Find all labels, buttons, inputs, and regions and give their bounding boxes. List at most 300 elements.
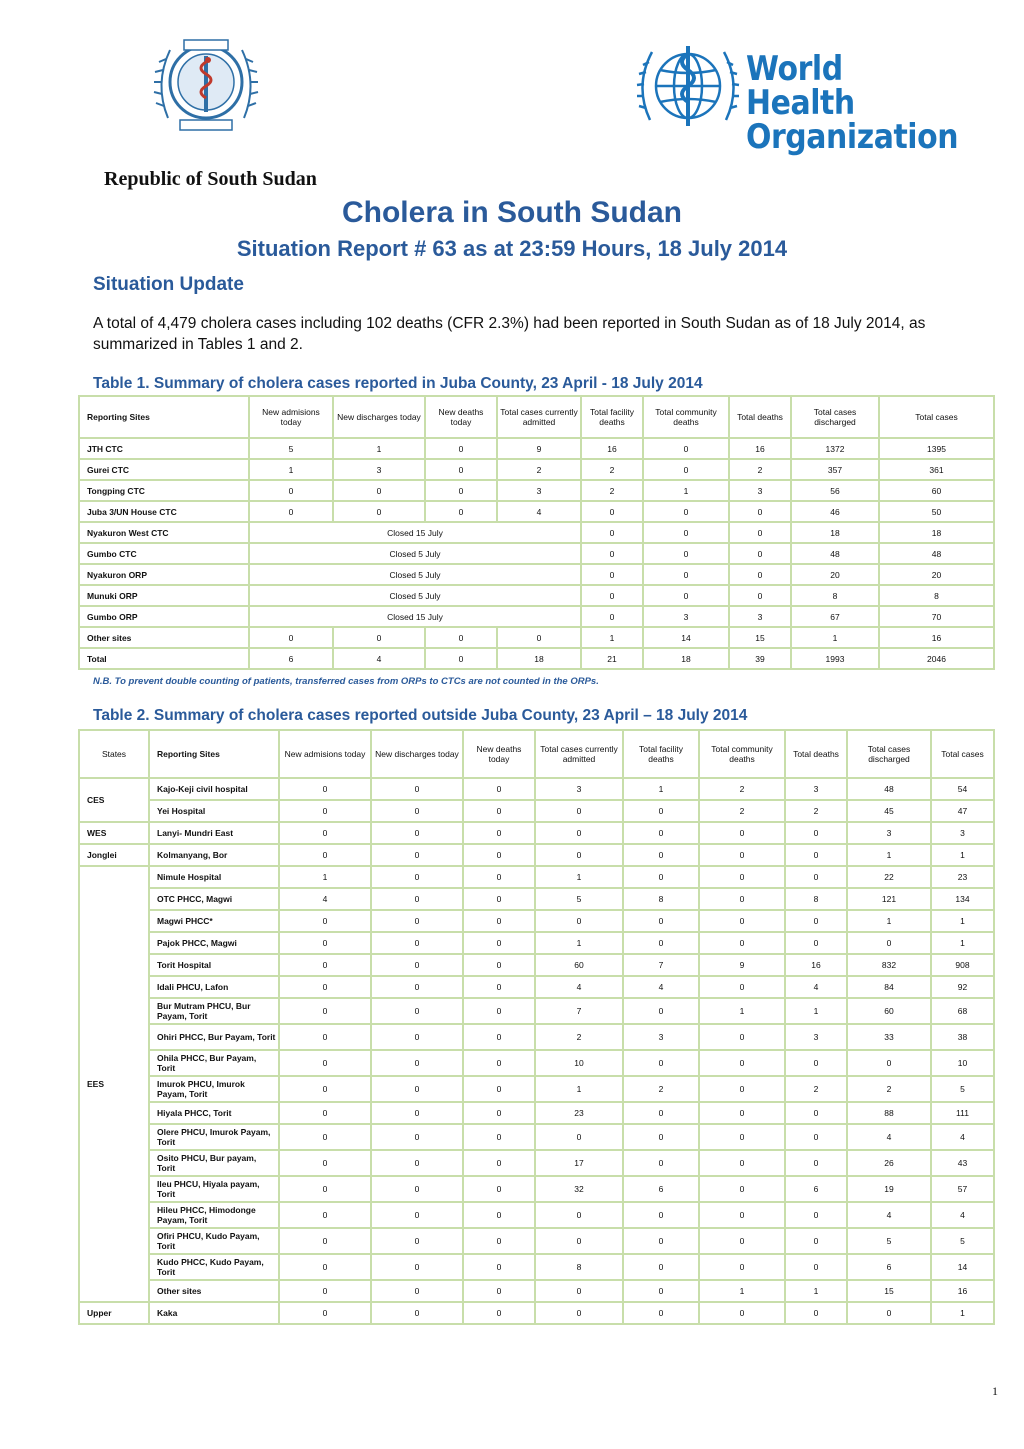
value-cell: 0 bbox=[279, 1202, 371, 1228]
value-cell: 0 bbox=[699, 1254, 785, 1280]
value-cell: 0 bbox=[643, 501, 729, 522]
site-name-cell: Total bbox=[79, 648, 249, 669]
value-cell: 0 bbox=[623, 932, 699, 954]
value-cell: 0 bbox=[249, 501, 333, 522]
value-cell: 0 bbox=[279, 1176, 371, 1202]
value-cell: 0 bbox=[371, 1280, 463, 1302]
value-cell: 0 bbox=[785, 1202, 847, 1228]
value-cell: 0 bbox=[581, 564, 643, 585]
value-cell: 0 bbox=[785, 1228, 847, 1254]
value-cell: 22 bbox=[847, 866, 931, 888]
value-cell: 1372 bbox=[791, 438, 879, 459]
site-name-cell: Other sites bbox=[79, 627, 249, 648]
table-row bbox=[79, 910, 994, 932]
table-row bbox=[79, 1202, 994, 1228]
value-cell: 0 bbox=[497, 627, 581, 648]
value-cell: 0 bbox=[425, 501, 497, 522]
value-cell: 3 bbox=[333, 459, 425, 480]
site-name-cell: Other sites bbox=[149, 1280, 279, 1302]
value-cell: 0 bbox=[371, 910, 463, 932]
value-cell: 0 bbox=[729, 501, 791, 522]
value-cell: 0 bbox=[623, 1102, 699, 1124]
value-cell: 0 bbox=[463, 1228, 535, 1254]
value-cell: 60 bbox=[535, 954, 623, 976]
value-cell: 1 bbox=[535, 1076, 623, 1102]
value-cell: 0 bbox=[279, 954, 371, 976]
value-cell: 4 bbox=[847, 1124, 931, 1150]
value-cell: 0 bbox=[699, 1202, 785, 1228]
value-cell: 0 bbox=[425, 438, 497, 459]
value-cell: 0 bbox=[729, 564, 791, 585]
value-cell: 48 bbox=[847, 778, 931, 800]
value-cell: 4 bbox=[931, 1124, 994, 1150]
table-row bbox=[79, 648, 994, 669]
value-cell: 0 bbox=[463, 822, 535, 844]
table1-note: N.B. To prevent double counting of patients, transferred cases from ORPs to CTCs are not counted in the ORPs. bbox=[93, 676, 599, 687]
table-row bbox=[79, 866, 994, 888]
value-cell: 5 bbox=[847, 1228, 931, 1254]
table-row bbox=[79, 888, 994, 910]
closed-status-cell: Closed 5 July bbox=[249, 543, 581, 564]
value-cell: 15 bbox=[847, 1280, 931, 1302]
value-cell: 0 bbox=[785, 1254, 847, 1280]
value-cell: 84 bbox=[847, 976, 931, 998]
value-cell: 4 bbox=[931, 1202, 994, 1228]
value-cell: 0 bbox=[371, 998, 463, 1024]
value-cell: 134 bbox=[931, 888, 994, 910]
value-cell: 16 bbox=[879, 627, 994, 648]
site-name-cell: Osito PHCU, Bur payam, Torit bbox=[149, 1150, 279, 1176]
table1 bbox=[78, 395, 995, 670]
value-cell: 0 bbox=[463, 800, 535, 822]
who-logo bbox=[636, 40, 959, 157]
value-cell: 1 bbox=[535, 932, 623, 954]
value-cell: 47 bbox=[931, 800, 994, 822]
value-cell: 56 bbox=[791, 480, 879, 501]
value-cell: 0 bbox=[463, 1076, 535, 1102]
value-cell: 4 bbox=[847, 1202, 931, 1228]
value-cell: 0 bbox=[699, 1024, 785, 1050]
section-heading: Situation Update bbox=[93, 274, 244, 295]
value-cell: 0 bbox=[699, 1228, 785, 1254]
site-name-cell: Nyakuron ORP bbox=[79, 564, 249, 585]
table-row bbox=[79, 543, 994, 564]
table2-header-cell: Total cases discharged bbox=[847, 730, 931, 778]
value-cell: 0 bbox=[581, 522, 643, 543]
value-cell: 0 bbox=[643, 522, 729, 543]
value-cell: 0 bbox=[279, 844, 371, 866]
value-cell: 0 bbox=[785, 910, 847, 932]
value-cell: 0 bbox=[623, 1254, 699, 1280]
value-cell: 0 bbox=[699, 932, 785, 954]
value-cell: 0 bbox=[371, 1050, 463, 1076]
value-cell: 10 bbox=[931, 1050, 994, 1076]
value-cell: 0 bbox=[425, 480, 497, 501]
table2-header-cell: New admisions today bbox=[279, 730, 371, 778]
value-cell: 0 bbox=[371, 1076, 463, 1102]
value-cell: 2046 bbox=[879, 648, 994, 669]
table-row bbox=[79, 480, 994, 501]
table-row bbox=[79, 844, 994, 866]
value-cell: 0 bbox=[463, 866, 535, 888]
value-cell: 0 bbox=[463, 1024, 535, 1050]
value-cell: 0 bbox=[535, 800, 623, 822]
value-cell: 0 bbox=[847, 1302, 931, 1324]
value-cell: 1 bbox=[931, 844, 994, 866]
value-cell: 1 bbox=[847, 844, 931, 866]
value-cell: 2 bbox=[699, 778, 785, 800]
value-cell: 2 bbox=[581, 459, 643, 480]
table1-header-cell: Total cases discharged bbox=[791, 396, 879, 438]
table1-header-cell: New admisions today bbox=[249, 396, 333, 438]
site-name-cell: Magwi PHCC* bbox=[149, 910, 279, 932]
value-cell: 1 bbox=[791, 627, 879, 648]
value-cell: 0 bbox=[623, 1150, 699, 1176]
site-name-cell: Idali PHCU, Lafon bbox=[149, 976, 279, 998]
state-cell: Upper bbox=[79, 1302, 149, 1324]
value-cell: 48 bbox=[879, 543, 994, 564]
value-cell: 1 bbox=[581, 627, 643, 648]
value-cell: 0 bbox=[623, 1228, 699, 1254]
value-cell: 0 bbox=[371, 1176, 463, 1202]
value-cell: 0 bbox=[279, 1076, 371, 1102]
value-cell: 0 bbox=[279, 1228, 371, 1254]
value-cell: 4 bbox=[497, 501, 581, 522]
value-cell: 0 bbox=[463, 976, 535, 998]
value-cell: 357 bbox=[791, 459, 879, 480]
value-cell: 3 bbox=[785, 778, 847, 800]
value-cell: 21 bbox=[581, 648, 643, 669]
value-cell: 39 bbox=[729, 648, 791, 669]
value-cell: 8 bbox=[879, 585, 994, 606]
value-cell: 2 bbox=[847, 1076, 931, 1102]
table-row bbox=[79, 976, 994, 998]
site-name-cell: Kudo PHCC, Kudo Payam, Torit bbox=[149, 1254, 279, 1280]
value-cell: 111 bbox=[931, 1102, 994, 1124]
site-name-cell: Gumbo CTC bbox=[79, 543, 249, 564]
value-cell: 5 bbox=[931, 1228, 994, 1254]
value-cell: 1 bbox=[785, 998, 847, 1024]
table-row bbox=[79, 932, 994, 954]
value-cell: 5 bbox=[931, 1076, 994, 1102]
value-cell: 0 bbox=[463, 1050, 535, 1076]
table2-header-cell: Total cases bbox=[931, 730, 994, 778]
value-cell: 0 bbox=[371, 888, 463, 910]
table-row bbox=[79, 1102, 994, 1124]
table-row bbox=[79, 998, 994, 1024]
value-cell: 38 bbox=[931, 1024, 994, 1050]
value-cell: 18 bbox=[791, 522, 879, 543]
value-cell: 0 bbox=[279, 998, 371, 1024]
value-cell: 18 bbox=[497, 648, 581, 669]
value-cell: 0 bbox=[535, 1124, 623, 1150]
value-cell: 60 bbox=[847, 998, 931, 1024]
site-name-cell: Torit Hospital bbox=[149, 954, 279, 976]
value-cell: 23 bbox=[535, 1102, 623, 1124]
value-cell: 1 bbox=[623, 778, 699, 800]
site-name-cell: Bur Mutram PHCU, Bur Payam, Torit bbox=[149, 998, 279, 1024]
value-cell: 3 bbox=[497, 480, 581, 501]
value-cell: 16 bbox=[785, 954, 847, 976]
site-name-cell: Juba 3/UN House CTC bbox=[79, 501, 249, 522]
value-cell: 121 bbox=[847, 888, 931, 910]
value-cell: 0 bbox=[643, 543, 729, 564]
value-cell: 0 bbox=[785, 866, 847, 888]
value-cell: 0 bbox=[371, 778, 463, 800]
closed-status-cell: Closed 5 July bbox=[249, 585, 581, 606]
value-cell: 0 bbox=[699, 1176, 785, 1202]
value-cell: 88 bbox=[847, 1102, 931, 1124]
table-row bbox=[79, 606, 994, 627]
value-cell: 0 bbox=[463, 1124, 535, 1150]
table1-header-cell: Total facility deaths bbox=[581, 396, 643, 438]
value-cell: 2 bbox=[785, 800, 847, 822]
state-cell: CES bbox=[79, 778, 149, 822]
table2 bbox=[78, 729, 995, 1325]
table-row bbox=[79, 1176, 994, 1202]
site-name-cell: Yei Hospital bbox=[149, 800, 279, 822]
value-cell: 0 bbox=[643, 585, 729, 606]
table-row bbox=[79, 1024, 994, 1050]
value-cell: 0 bbox=[623, 1302, 699, 1324]
value-cell: 0 bbox=[699, 1150, 785, 1176]
who-emblem-icon bbox=[636, 40, 740, 134]
value-cell: 1 bbox=[699, 998, 785, 1024]
value-cell: 9 bbox=[699, 954, 785, 976]
who-name-line2: Organization bbox=[746, 117, 959, 157]
value-cell: 908 bbox=[931, 954, 994, 976]
table-row bbox=[79, 501, 994, 522]
value-cell: 0 bbox=[425, 627, 497, 648]
table1-header-cell: Total cases currently admitted bbox=[497, 396, 581, 438]
value-cell: 0 bbox=[279, 976, 371, 998]
value-cell: 0 bbox=[279, 1280, 371, 1302]
who-name-line1: World Health bbox=[746, 49, 855, 123]
value-cell: 3 bbox=[729, 606, 791, 627]
value-cell: 0 bbox=[729, 585, 791, 606]
value-cell: 0 bbox=[535, 1228, 623, 1254]
value-cell: 0 bbox=[279, 910, 371, 932]
value-cell: 3 bbox=[847, 822, 931, 844]
value-cell: 0 bbox=[581, 606, 643, 627]
value-cell: 0 bbox=[371, 1102, 463, 1124]
value-cell: 1993 bbox=[791, 648, 879, 669]
value-cell: 2 bbox=[497, 459, 581, 480]
value-cell: 0 bbox=[623, 910, 699, 932]
value-cell: 0 bbox=[699, 822, 785, 844]
value-cell: 0 bbox=[785, 1150, 847, 1176]
value-cell: 92 bbox=[931, 976, 994, 998]
table-row bbox=[79, 822, 994, 844]
value-cell: 0 bbox=[279, 1150, 371, 1176]
value-cell: 0 bbox=[535, 1302, 623, 1324]
value-cell: 0 bbox=[371, 954, 463, 976]
value-cell: 0 bbox=[463, 910, 535, 932]
value-cell: 0 bbox=[699, 976, 785, 998]
situation-paragraph: A total of 4,479 cholera cases including 102 deaths (CFR 2.3%) had been reported in South Sudan as of 18 July 2014, as summarized in Tables 1 and 2. bbox=[93, 315, 926, 353]
value-cell: 0 bbox=[371, 800, 463, 822]
value-cell: 2 bbox=[699, 800, 785, 822]
value-cell: 0 bbox=[333, 627, 425, 648]
value-cell: 0 bbox=[623, 800, 699, 822]
value-cell: 0 bbox=[279, 800, 371, 822]
page-number: 1 bbox=[992, 1384, 998, 1398]
value-cell: 0 bbox=[425, 648, 497, 669]
table1-header-cell: Reporting Sites bbox=[79, 396, 249, 438]
value-cell: 0 bbox=[581, 585, 643, 606]
value-cell: 33 bbox=[847, 1024, 931, 1050]
table1-header-cell: New deaths today bbox=[425, 396, 497, 438]
table2-header-cell: New discharges today bbox=[371, 730, 463, 778]
report-title: Cholera in South Sudan bbox=[341, 196, 682, 229]
value-cell: 0 bbox=[371, 932, 463, 954]
table-row bbox=[79, 1076, 994, 1102]
value-cell: 1 bbox=[699, 1280, 785, 1302]
table-row bbox=[79, 954, 994, 976]
value-cell: 1395 bbox=[879, 438, 994, 459]
site-name-cell: Ohiri PHCC, Bur Payam, Torit bbox=[149, 1024, 279, 1050]
value-cell: 2 bbox=[729, 459, 791, 480]
value-cell: 0 bbox=[699, 888, 785, 910]
value-cell: 0 bbox=[371, 1302, 463, 1324]
value-cell: 1 bbox=[535, 866, 623, 888]
value-cell: 0 bbox=[623, 822, 699, 844]
value-cell: 0 bbox=[785, 932, 847, 954]
value-cell: 2 bbox=[581, 480, 643, 501]
value-cell: 0 bbox=[279, 932, 371, 954]
value-cell: 18 bbox=[879, 522, 994, 543]
value-cell: 0 bbox=[699, 910, 785, 932]
value-cell: 0 bbox=[699, 1102, 785, 1124]
value-cell: 0 bbox=[785, 822, 847, 844]
value-cell: 8 bbox=[791, 585, 879, 606]
value-cell: 0 bbox=[371, 1024, 463, 1050]
value-cell: 1 bbox=[279, 866, 371, 888]
table-row bbox=[79, 1302, 994, 1324]
value-cell: 3 bbox=[785, 1024, 847, 1050]
value-cell: 0 bbox=[581, 501, 643, 522]
value-cell: 0 bbox=[729, 543, 791, 564]
site-name-cell: JTH CTC bbox=[79, 438, 249, 459]
value-cell: 0 bbox=[371, 976, 463, 998]
value-cell: 0 bbox=[463, 1102, 535, 1124]
value-cell: 6 bbox=[249, 648, 333, 669]
value-cell: 4 bbox=[279, 888, 371, 910]
value-cell: 2 bbox=[785, 1076, 847, 1102]
table2-header-cell: Reporting Sites bbox=[149, 730, 279, 778]
value-cell: 0 bbox=[463, 954, 535, 976]
value-cell: 1 bbox=[931, 932, 994, 954]
closed-status-cell: Closed 15 July bbox=[249, 606, 581, 627]
value-cell: 4 bbox=[785, 976, 847, 998]
value-cell: 1 bbox=[249, 459, 333, 480]
value-cell: 0 bbox=[535, 822, 623, 844]
value-cell: 68 bbox=[931, 998, 994, 1024]
value-cell: 0 bbox=[785, 1050, 847, 1076]
value-cell: 1 bbox=[333, 438, 425, 459]
value-cell: 2 bbox=[623, 1076, 699, 1102]
table-row bbox=[79, 778, 994, 800]
value-cell: 14 bbox=[931, 1254, 994, 1280]
value-cell: 3 bbox=[623, 1024, 699, 1050]
value-cell: 0 bbox=[643, 438, 729, 459]
value-cell: 8 bbox=[623, 888, 699, 910]
closed-status-cell: Closed 15 July bbox=[249, 522, 581, 543]
value-cell: 7 bbox=[623, 954, 699, 976]
value-cell: 0 bbox=[249, 480, 333, 501]
value-cell: 4 bbox=[333, 648, 425, 669]
state-cell: EES bbox=[79, 866, 149, 1302]
value-cell: 0 bbox=[463, 1202, 535, 1228]
table1-header-cell: Total deaths bbox=[729, 396, 791, 438]
table2-header-cell: Total cases currently admitted bbox=[535, 730, 623, 778]
value-cell: 6 bbox=[623, 1176, 699, 1202]
site-name-cell: Nimule Hospital bbox=[149, 866, 279, 888]
site-name-cell: OTC PHCC, Magwi bbox=[149, 888, 279, 910]
site-name-cell: Pajok PHCC, Magwi bbox=[149, 932, 279, 954]
value-cell: 5 bbox=[249, 438, 333, 459]
value-cell: 0 bbox=[847, 1050, 931, 1076]
ministry-of-health-logo bbox=[150, 28, 262, 140]
table1-caption: Table 1. Summary of cholera cases reported in Juba County, 23 April - 18 July 2014 bbox=[93, 375, 703, 392]
value-cell: 0 bbox=[699, 866, 785, 888]
value-cell: 6 bbox=[785, 1176, 847, 1202]
table-row bbox=[79, 522, 994, 543]
value-cell: 15 bbox=[729, 627, 791, 648]
table2-header-cell: Total community deaths bbox=[699, 730, 785, 778]
value-cell: 0 bbox=[371, 844, 463, 866]
table1-header-cell: Total community deaths bbox=[643, 396, 729, 438]
value-cell: 361 bbox=[879, 459, 994, 480]
value-cell: 0 bbox=[847, 932, 931, 954]
value-cell: 0 bbox=[279, 1102, 371, 1124]
value-cell: 0 bbox=[623, 1050, 699, 1076]
closed-status-cell: Closed 5 July bbox=[249, 564, 581, 585]
value-cell: 0 bbox=[699, 1302, 785, 1324]
site-name-cell: Ileu PHCU, Hiyala payam, Torit bbox=[149, 1176, 279, 1202]
value-cell: 3 bbox=[931, 822, 994, 844]
value-cell: 0 bbox=[463, 888, 535, 910]
value-cell: 0 bbox=[729, 522, 791, 543]
table-row bbox=[79, 585, 994, 606]
value-cell: 0 bbox=[333, 480, 425, 501]
site-name-cell: Nyakuron West CTC bbox=[79, 522, 249, 543]
table-row bbox=[79, 438, 994, 459]
value-cell: 0 bbox=[279, 1302, 371, 1324]
republic-name: Republic of South Sudan bbox=[104, 168, 317, 190]
value-cell: 0 bbox=[535, 1202, 623, 1228]
site-name-cell: Gumbo ORP bbox=[79, 606, 249, 627]
value-cell: 0 bbox=[463, 932, 535, 954]
value-cell: 0 bbox=[463, 1150, 535, 1176]
value-cell: 0 bbox=[785, 1302, 847, 1324]
value-cell: 0 bbox=[463, 844, 535, 866]
value-cell: 0 bbox=[699, 1124, 785, 1150]
value-cell: 20 bbox=[791, 564, 879, 585]
table1-header-row bbox=[79, 396, 994, 438]
value-cell: 0 bbox=[623, 1124, 699, 1150]
value-cell: 18 bbox=[643, 648, 729, 669]
value-cell: 0 bbox=[371, 822, 463, 844]
value-cell: 0 bbox=[463, 1176, 535, 1202]
value-cell: 0 bbox=[371, 866, 463, 888]
value-cell: 0 bbox=[463, 1280, 535, 1302]
value-cell: 7 bbox=[535, 998, 623, 1024]
value-cell: 0 bbox=[279, 1254, 371, 1280]
site-name-cell: Kolmanyang, Bor bbox=[149, 844, 279, 866]
value-cell: 17 bbox=[535, 1150, 623, 1176]
site-name-cell: Kaka bbox=[149, 1302, 279, 1324]
